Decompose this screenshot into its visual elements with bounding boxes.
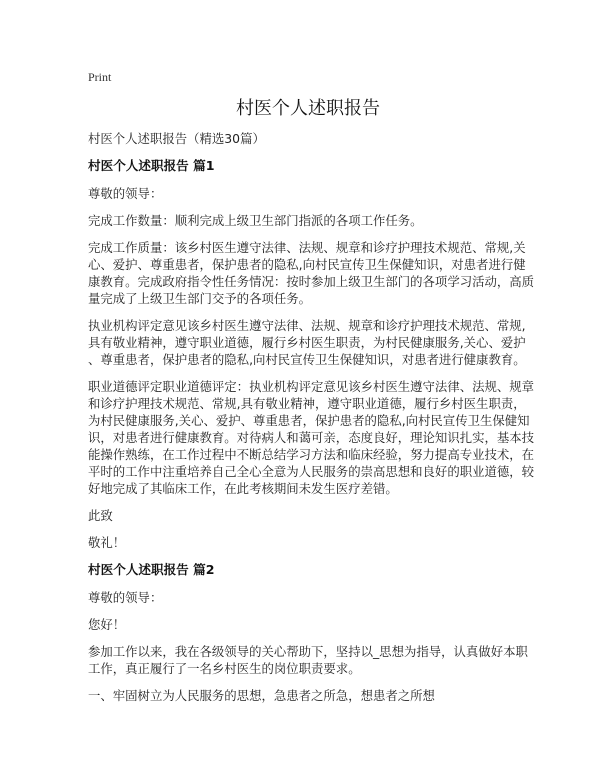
paragraph-line: 平时的工作中注重培养自己全心全意为人民服务的崇高思想和良好的职业道德，较 xyxy=(88,464,535,479)
paragraph xyxy=(88,378,535,497)
paragraph-line: 敬礼！ xyxy=(88,535,126,550)
paragraph xyxy=(88,212,528,229)
paragraph xyxy=(88,507,528,524)
paragraph-line: 完成工作质量：该乡村医生遵守法律、法规、规章和诊疗护理技术规范、常规,关 xyxy=(88,240,526,255)
paragraph-line: 此致 xyxy=(88,508,113,523)
paragraph-line: 具有敬业精神，遵守职业道德，履行乡村医生职责，为村民健康服务,关心、爱护 xyxy=(88,335,526,350)
section-heading: 村医个人述职报告 篇2 xyxy=(88,562,215,577)
paragraph xyxy=(88,534,528,551)
print-link[interactable]: Print xyxy=(88,70,112,84)
paragraph-line: 执业机构评定意见该乡村医生遵守法律、法规、规章和诊疗护理技术规范、常规, xyxy=(88,318,526,333)
paragraph-line: 工作，真正履行了一名乡村医生的岗位职责要求。 xyxy=(88,661,361,676)
paragraph-line: 康教育。完成政府指令性任务情况：按时参加上级卫生部门的各项学习活动，高质 xyxy=(88,274,535,289)
paragraph-line: 和诊疗护理技术规范、常规,具有敬业精神，遵守职业道德，履行乡村医生职责， xyxy=(88,396,526,411)
paragraph-line: 职业道德评定职业道德评定：执业机构评定意见该乡村医生遵守法律、法规、规章 xyxy=(88,379,535,394)
sections xyxy=(88,157,535,704)
paragraph-line: 尊敬的领导： xyxy=(88,590,163,605)
subtitle xyxy=(88,130,528,147)
paragraph-line: 心、爱护、尊重患者，保护患者的隐私,向村民宣传卫生保健知识，对患者进行健 xyxy=(88,257,526,272)
paragraph xyxy=(88,643,528,677)
section-heading: 村医个人述职报告 篇1 xyxy=(88,158,215,173)
paragraph-line: 识，对患者进行健康教育。对待病人和蔼可亲，态度良好，理论知识扎实，基本技 xyxy=(88,430,535,445)
paragraph-line: 能操作熟练，在工作过程中不断总结学习方法和临床经验，努力提高专业技术，在 xyxy=(88,447,535,462)
paragraph xyxy=(88,687,528,704)
paragraph-line: 、尊重患者，保护患者的隐私,向村民宣传卫生保健知识，对患者进行健康教育。 xyxy=(88,352,526,367)
paragraph-line: 一、牢固树立为人民服务的思想，急患者之所急，想患者之所想 xyxy=(88,688,435,703)
paragraph xyxy=(88,589,528,606)
paragraph-line: 完成工作数量：顺利完成上级卫生部门指派的各项工作任务。 xyxy=(88,213,423,228)
paragraph-line: 尊敬的领导： xyxy=(88,186,163,201)
paragraph xyxy=(88,616,528,633)
document-page xyxy=(88,68,535,714)
paragraph-line: 为村民健康服务,关心、爱护、尊重患者，保护患者的隐私,向村民宣传卫生保健知 xyxy=(88,413,530,428)
paragraph xyxy=(88,239,535,307)
paragraph-line: 您好！ xyxy=(88,617,126,632)
subtitle-text: 村医个人述职报告（精选30篇） xyxy=(88,131,265,146)
paragraph-line: 好地完成了其临床工作，在此考核期间未发生医疗差错。 xyxy=(88,481,398,496)
paragraph xyxy=(88,317,528,368)
page-title: 村医个人述职报告 xyxy=(236,98,380,119)
paragraph xyxy=(88,185,528,202)
paragraph-line: 量完成了上级卫生部门交予的各项任务。 xyxy=(88,291,312,306)
paragraph-line: 参加工作以来，我在各级领导的关心帮助下，坚持以_思想为指导，认真做好本职 xyxy=(88,644,528,659)
